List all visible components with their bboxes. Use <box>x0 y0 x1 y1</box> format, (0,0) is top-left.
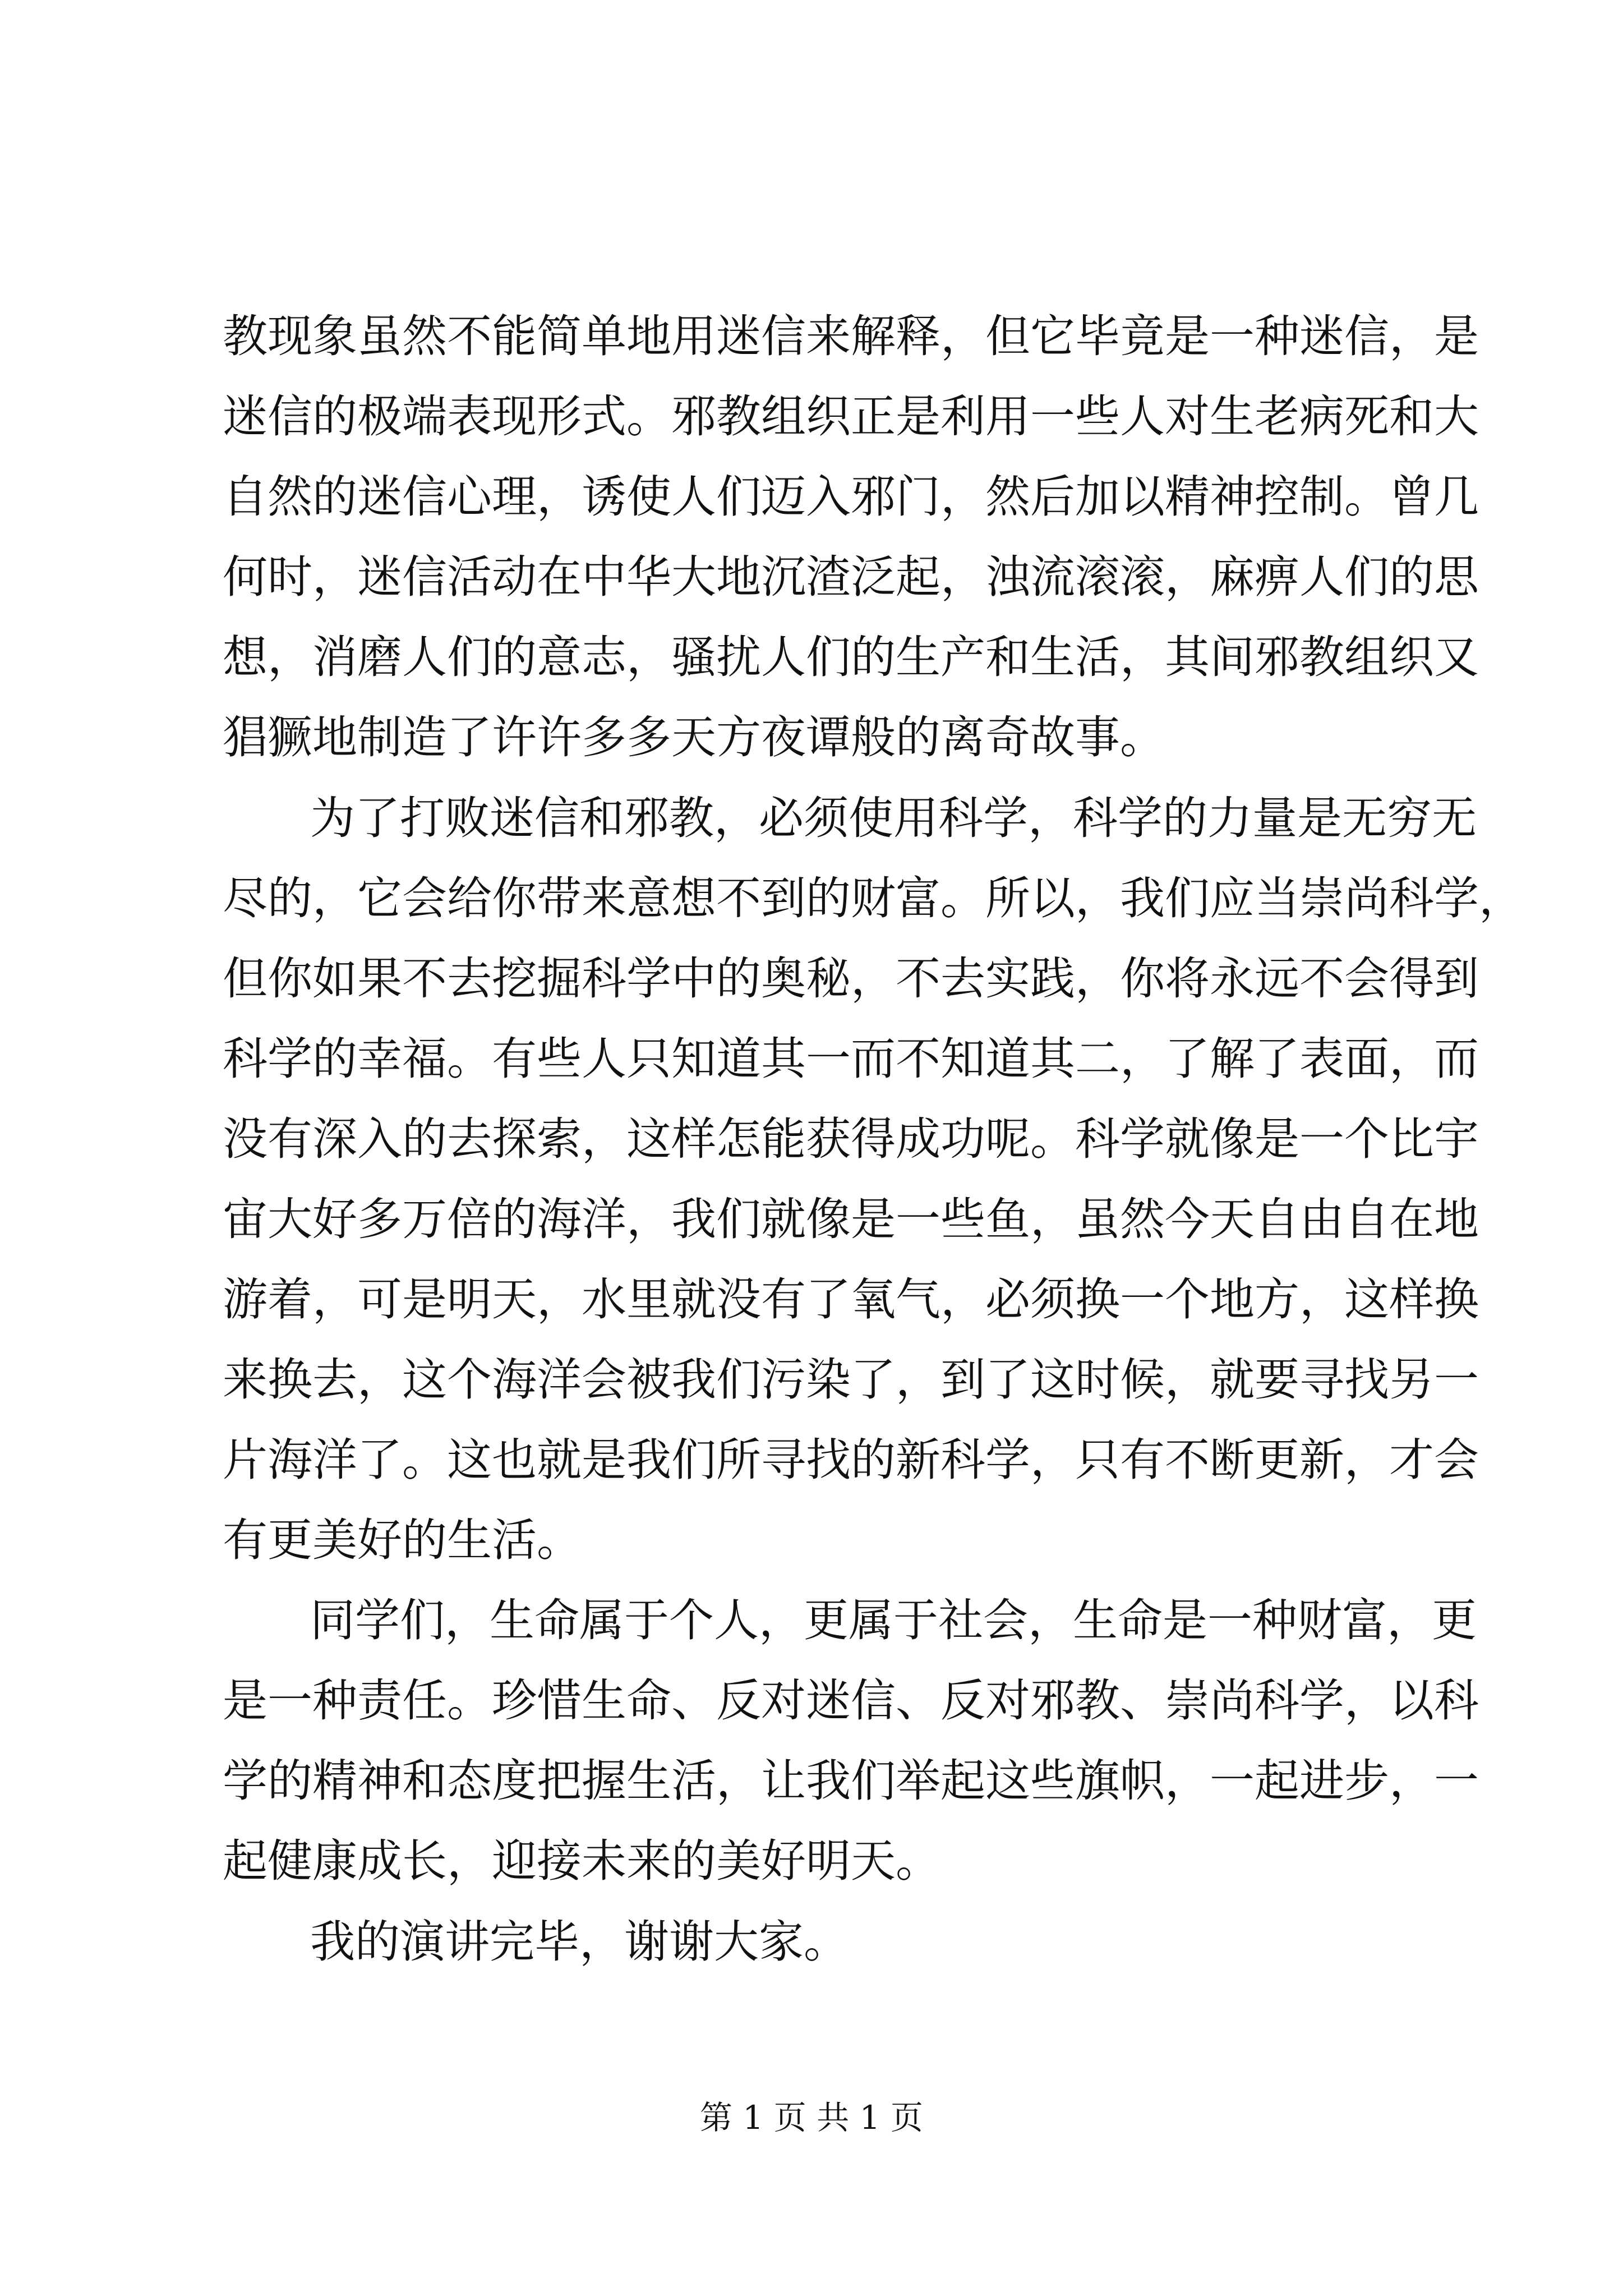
text-line: 起健康成长，迎接未来的美好明天。 <box>223 1835 940 1887</box>
text-line: 但你如果不去挖掘科学中的奥秘，不去实践，你将永远不会得到 <box>223 953 1479 1005</box>
text-line: 是一种责任。珍惜生命、反对迷信、反对邪教、崇尚科学，以科 <box>223 1674 1479 1727</box>
text-line: 我的演讲完毕，谢谢大家。 <box>310 1916 849 1968</box>
page-footer: 第 1 页 共 1 页 <box>700 2099 923 2137</box>
text-line: 尽的，它会给你带来意想不到的财富。所以，我们应当崇尚科学， <box>223 872 1524 924</box>
text-line: 自然的迷信心理，诱使人们迈入邪门，然后加以精神控制。曾几 <box>223 471 1479 523</box>
text-line: 有更美好的生活。 <box>223 1514 582 1566</box>
text-line: 何时，迷信活动在中华大地沉渣泛起，浊流滚滚，麻痹人们的思 <box>223 551 1479 603</box>
text-line: 同学们，生命属于个人，更属于社会，生命是一种财富，更 <box>310 1594 1477 1646</box>
text-line: 科学的幸福。有些人只知道其一而不知道其二，了解了表面，而 <box>223 1033 1479 1085</box>
text-line: 片海洋了。这也就是我们所寻找的新科学，只有不断更新，才会 <box>223 1434 1479 1486</box>
text-line: 想，消磨人们的意志，骚扰人们的生产和生活，其间邪教组织又 <box>223 631 1479 683</box>
text-line: 教现象虽然不能简单地用迷信来解释，但它毕竟是一种迷信，是 <box>223 310 1479 362</box>
text-line: 为了打败迷信和邪教，必须使用科学，科学的力量是无穷无 <box>310 792 1477 844</box>
text-line: 来换去，这个海洋会被我们污染了，到了这时候，就要寻找另一 <box>223 1354 1479 1406</box>
text-line: 迷信的极端表现形式。邪教组织正是利用一些人对生老病死和大 <box>223 390 1479 443</box>
text-line: 猖獗地制造了许许多多天方夜谭般的离奇故事。 <box>223 711 1165 763</box>
text-line: 学的精神和态度把握生活，让我们举起这些旗帜，一起进步，一 <box>223 1755 1479 1807</box>
text-line: 游着，可是明天，水里就没有了氧气，必须换一个地方，这样换 <box>223 1273 1479 1326</box>
text-line: 没有深入的去探索，这样怎能获得成功呢。科学就像是一个比宇 <box>223 1113 1479 1165</box>
text-line: 宙大好多万倍的海洋，我们就像是一些鱼，虽然今天自由自在地 <box>223 1193 1479 1245</box>
